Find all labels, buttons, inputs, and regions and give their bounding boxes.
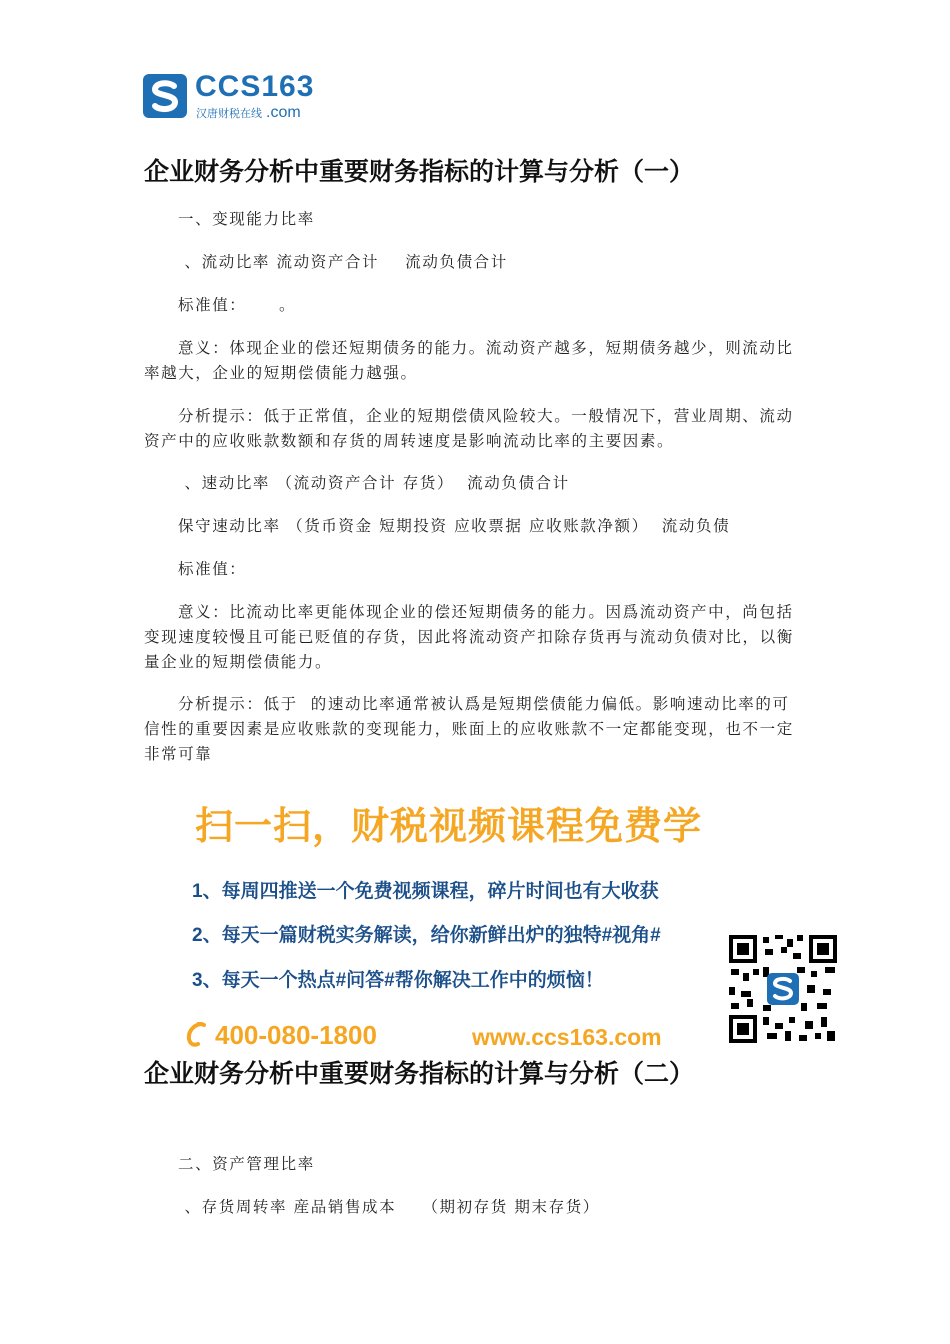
logo-tagline: 汉唐财税在线 .com [196, 104, 301, 121]
heading-liquidity-ratios: 一、变现能力比率 [178, 210, 315, 228]
banner-item-3: 3、每天一个热点#问答#帮你解决工作中的烦恼！ [192, 970, 604, 991]
quick-ratio-meaning: 意义：比流动比率更能体现企业的偿还短期债务的能力。因爲流动资产中，尚包括变现速度较慢且可能已贬值的存货，因此将流动资产扣除存货再与流动负债对比，以衡量企业的短期偿债能力。 [144, 603, 794, 671]
logo-s-icon [143, 74, 187, 118]
quick-ratio-analysis: 分析提示：低于 的速动比率通常被认爲是短期偿债能力偏低。影响速动比率的可信性的重要因素是应收账款的变现能力，账面上的应收账款不一定都能变现，也不一定非常可靠 [144, 695, 794, 763]
inventory-turnover-formula: 、存货周转率 産品销售成本 （期初存货 期末存货） [178, 1198, 600, 1216]
heading-asset-management: 二、资产管理比率 [178, 1155, 315, 1173]
conservative-quick-ratio: 保守速动比率 （货币资金 短期投资 应收票据 应收账款净额） 流动负债 [178, 517, 731, 535]
section-title-1: 企业财务分析中重要财务指标的计算与分析（一） [144, 158, 695, 186]
qr-code-icon[interactable] [727, 933, 839, 1045]
banner-item-2: 2、每天一篇财税实务解读，给你新鲜出炉的独特#视角# [192, 925, 661, 946]
quick-ratio-standard: 标准值： [178, 560, 247, 578]
banner-url[interactable]: www.ccs163.com [472, 1024, 662, 1050]
phone-icon [185, 1022, 207, 1048]
banner-phone: 400-080-1800 [185, 1020, 377, 1051]
promo-banner [180, 790, 845, 1052]
banner-headline: 扫一扫，财税视频课程免费学 [195, 806, 703, 848]
ccs163-logo [143, 70, 318, 121]
current-ratio-standard: 标准值： 。 [178, 296, 297, 314]
section-title-2: 企业财务分析中重要财务指标的计算与分析（二） [144, 1060, 695, 1088]
logo-wordmark: CCS163 [195, 70, 315, 103]
current-ratio-analysis: 分析提示：低于正常值，企业的短期偿债风险较大。一般情况下，营业周期、流动资产中的应收账款数额和存货的周转速度是影响流动比率的主要因素。 [144, 407, 794, 450]
current-ratio-meaning: 意义：体现企业的偿还短期债务的能力。流动资产越多，短期债务越少，则流动比率越大，企业的短期偿债能力越强。 [144, 339, 794, 382]
quick-ratio-formula: 、速动比率 （流动资产合计 存货） 流动负债合计 [178, 474, 570, 492]
current-ratio-formula: 、流动比率 流动资产合计 流动负债合计 [178, 253, 508, 271]
banner-item-1: 1、每周四推送一个免费视频课程，碎片时间也有大收获 [192, 881, 659, 902]
